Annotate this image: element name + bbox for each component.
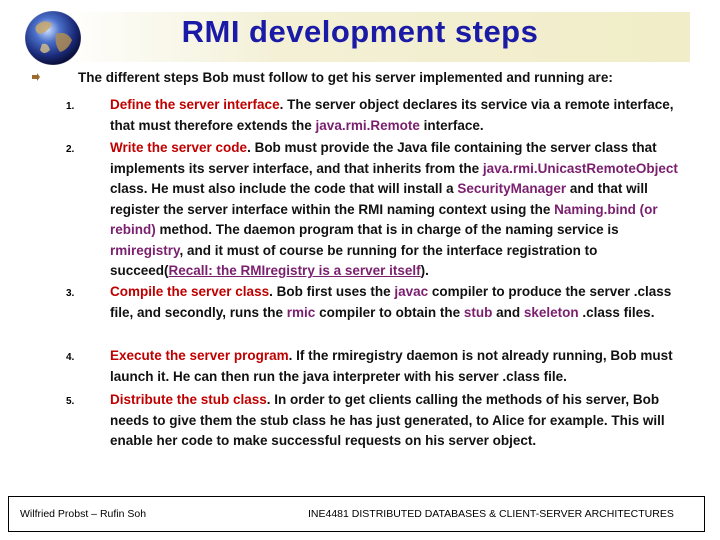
highlighted-term: java.rmi.Remote [315,117,420,133]
step-text: ). [420,263,429,278]
step-paragraph [110,390,690,452]
step-text: . If the rmiregistry daemon is not already running, Bob must launch it. He can then run the java interpreter with his server .class file. [110,348,673,384]
highlighted-term: java.rmi.UnicastRemoteObject [482,160,678,176]
step-number: 2. [66,144,75,155]
footer-authors: Wilfried Probst – Rufin Soh [20,508,147,520]
highlighted-term: Define the server interface [110,97,280,112]
step-text: method. The daemon program that is in charge of the naming service is [155,222,619,237]
step-paragraph [110,346,690,387]
step-text: compiler to obtain the [315,304,464,320]
highlighted-term: Recall: the RMIregistry is a server itself [168,263,421,278]
highlighted-term: rmiregistry [110,242,180,258]
highlighted-term: stub [463,304,493,320]
step-text: class. He must also include the code that will install a [110,181,458,196]
step-text: and that will register the server interface within the RMI naming context using the [110,181,648,217]
page-title: RMI development steps [181,14,539,49]
step-text: interface. [419,117,484,133]
step-text: . Bob must provide the Java file containing the server class that implements its server interface, and that inherits from the [110,140,657,176]
step-text: . In order to get clients calling the methods of his server, Bob needs to give them the stub class he has just generated, to Alice for example. This will enable her code to make successful requests on his server object. [110,392,665,448]
step-paragraph [110,138,690,282]
step-text: and [492,304,524,320]
step-number: 3. [66,288,75,299]
step-number: 1. [66,101,75,112]
step-number: 4. [66,352,75,363]
highlighted-term: Execute the server program [110,348,289,363]
footer-course: INE4481 DISTRIBUTED DATABASES & CLIENT-SERVER ARCHITECTURES [308,508,674,520]
step-paragraph [110,95,690,136]
step-text: compiler to produce the server .class file, and secondly, runs the [110,284,672,320]
highlighted-term: Naming.bind (or rebind) [110,201,658,237]
highlighted-term: SecurityManager [457,181,567,196]
highlighted-term: Write the server code [110,140,248,155]
highlighted-term: skeleton [523,304,579,320]
step-text: , and it must of course be running for the interface registration to succeed( [110,242,598,278]
bullet-icon [31,72,41,82]
step-text: . Bob first uses the [269,284,395,299]
highlighted-term: Distribute the stub class [110,392,267,407]
step-text: .class files. [578,304,655,320]
step-paragraph [110,282,690,323]
intro-text: The different steps Bob must follow to get his server implemented and running are: [78,70,613,85]
highlighted-term: rmic [286,304,316,320]
highlighted-term: Compile the server class [110,284,270,299]
step-number: 5. [66,396,75,407]
step-text: . The server object declares its service via a remote interface, that must therefore extends the [110,97,674,133]
highlighted-term: javac [394,284,429,299]
